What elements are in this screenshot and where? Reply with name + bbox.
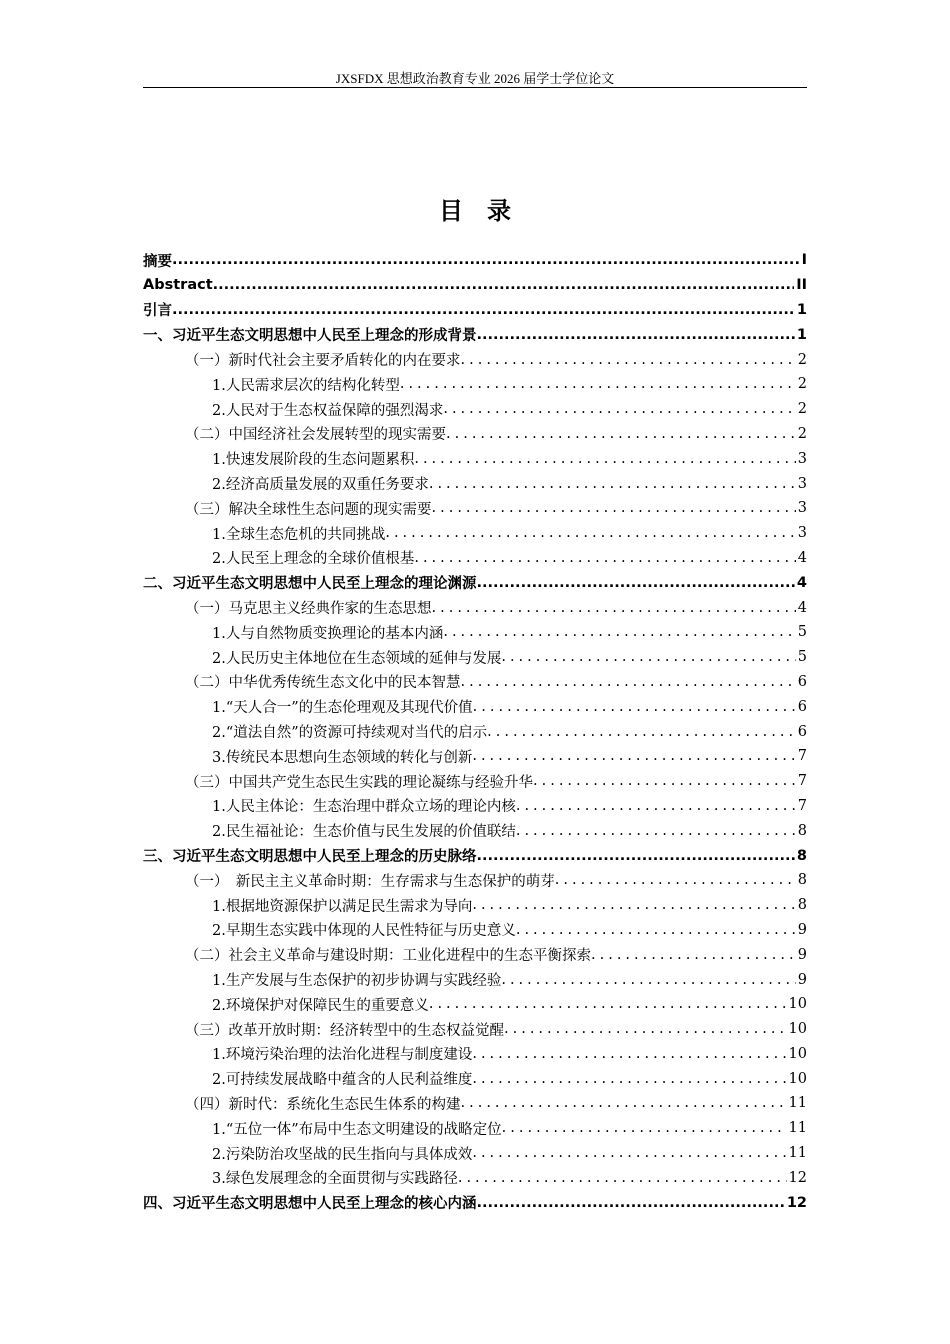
dot-leader bbox=[472, 1145, 786, 1161]
toc-entry[interactable] bbox=[143, 1141, 807, 1166]
dot-leader bbox=[501, 972, 795, 988]
toc-entry-page: 12 bbox=[788, 1169, 807, 1186]
toc-entry[interactable] bbox=[143, 1017, 807, 1042]
dot-leader bbox=[432, 600, 796, 616]
dot-leader bbox=[414, 550, 795, 566]
dot-leader bbox=[432, 500, 796, 516]
toc-entry-page: 6 bbox=[797, 673, 807, 690]
toc-entry-label: （一） 新民主主义革命时期：生存需求与生态保护的萌芽 bbox=[185, 873, 555, 890]
toc-entry-label: 2.人民对于生态权益保障的强烈渴求 bbox=[212, 402, 444, 419]
dot-leader bbox=[516, 922, 796, 938]
toc-entry-label: 2.“道法自然”的资源可持续观对当代的启示 bbox=[212, 725, 488, 742]
toc-entry-page: 10 bbox=[788, 996, 807, 1013]
toc-entry-page: 9 bbox=[797, 921, 807, 938]
dot-leader bbox=[477, 327, 795, 343]
toc-entry[interactable] bbox=[143, 471, 807, 496]
toc-entry-page: 11 bbox=[788, 1120, 807, 1137]
toc-entry[interactable] bbox=[143, 1091, 807, 1116]
toc-entry-page: 8 bbox=[796, 847, 807, 864]
toc-entry-page: 2 bbox=[797, 401, 807, 418]
toc-entry-page: 6 bbox=[797, 698, 807, 715]
toc-entry-page: 12 bbox=[786, 1194, 807, 1211]
toc-entry-label: 1.环境污染治理的法治化进程与制度建设 bbox=[212, 1047, 473, 1064]
toc-entry[interactable] bbox=[143, 347, 807, 372]
toc-entry-page: I bbox=[801, 252, 807, 269]
toc-entry-label: （三）改革开放时期：经济转型中的生态权益觉醒 bbox=[185, 1022, 504, 1039]
dot-leader bbox=[516, 823, 796, 839]
toc-entry-label: 1.“五位一体”布局中生态文明建设的战略定位 bbox=[212, 1121, 502, 1138]
toc-entry[interactable] bbox=[143, 1190, 807, 1215]
toc-entry[interactable] bbox=[143, 868, 807, 893]
toc-entry[interactable] bbox=[143, 1165, 807, 1190]
table-of-contents bbox=[143, 248, 807, 1215]
toc-entry-label: 一、习近平生态文明思想中人民至上理念的形成背景 bbox=[143, 328, 477, 345]
toc-entry-label: （二）中华优秀传统生态文化中的民本智慧 bbox=[185, 675, 461, 692]
header-rule bbox=[143, 87, 807, 88]
toc-entry-label: 1.快速发展阶段的生态问题累积 bbox=[212, 452, 415, 469]
toc-entry-page: 3 bbox=[797, 525, 807, 542]
toc-entry-page: 7 bbox=[797, 797, 807, 814]
dot-leader bbox=[472, 748, 795, 764]
toc-entry-label: 2.民生福祉论：生态价值与民生发展的价值联结 bbox=[212, 824, 516, 841]
toc-entry-label: 2.人民历史主体地位在生态领域的延伸与发展 bbox=[212, 650, 502, 667]
toc-entry-page: 10 bbox=[788, 1045, 807, 1062]
dot-leader bbox=[461, 674, 796, 690]
dot-leader bbox=[477, 575, 795, 591]
dot-leader bbox=[472, 1046, 786, 1062]
toc-entry[interactable] bbox=[143, 372, 807, 397]
dot-leader bbox=[472, 1071, 786, 1087]
dot-leader bbox=[487, 724, 796, 740]
toc-entry[interactable] bbox=[143, 942, 807, 967]
toc-entry[interactable] bbox=[143, 248, 807, 273]
toc-entry-label: （四）新时代：系统化生态民生体系的构建 bbox=[185, 1096, 461, 1113]
toc-entry-page: 2 bbox=[797, 425, 807, 442]
toc-entry-page: 8 bbox=[797, 897, 807, 914]
dot-leader bbox=[429, 476, 796, 492]
toc-entry[interactable] bbox=[143, 893, 807, 918]
toc-entry-label: （二）中国经济社会发展转型的现实需要 bbox=[185, 427, 446, 444]
toc-entry-page: 8 bbox=[797, 872, 807, 889]
toc-entry-label: （三）中国共产党生态民生实践的理论凝练与经验升华 bbox=[185, 774, 533, 791]
dot-leader bbox=[461, 1095, 787, 1111]
toc-entry-page: 4 bbox=[797, 549, 807, 566]
toc-entry[interactable] bbox=[143, 1116, 807, 1141]
dot-leader bbox=[414, 451, 795, 467]
toc-entry-page: 2 bbox=[797, 351, 807, 368]
toc-entry-page: 4 bbox=[797, 599, 807, 616]
running-header: JXSFDX 思想政治教育专业 2026 届学士学位论文 bbox=[335, 71, 615, 86]
dot-leader bbox=[533, 773, 796, 789]
toc-entry[interactable] bbox=[143, 422, 807, 447]
toc-entry-page: 4 bbox=[796, 574, 807, 591]
toc-entry-label: 3.绿色发展理念的全面贯彻与实践路径 bbox=[212, 1171, 458, 1188]
toc-entry-label: Abstract bbox=[143, 277, 213, 294]
toc-entry-page: 2 bbox=[797, 376, 807, 393]
toc-entry-label: 四、习近平生态文明思想中人民至上理念的核心内涵 bbox=[143, 1196, 477, 1213]
dot-leader bbox=[443, 401, 795, 417]
dot-leader bbox=[502, 1120, 787, 1136]
toc-entry-page: 11 bbox=[788, 1095, 807, 1112]
dot-leader bbox=[458, 1170, 787, 1186]
toc-entry[interactable] bbox=[143, 918, 807, 943]
dot-leader bbox=[429, 996, 787, 1012]
toc-entry-label: 1.人与自然物质变换理论的基本内涵 bbox=[212, 625, 444, 642]
toc-entry[interactable] bbox=[143, 818, 807, 843]
toc-entry-label: 2.早期生态实践中体现的人民性特征与历史意义 bbox=[212, 923, 516, 940]
toc-entry-page: 5 bbox=[797, 624, 807, 641]
toc-entry-label: 2.可持续发展战略中蕴含的人民利益维度 bbox=[212, 1072, 473, 1089]
dot-leader bbox=[555, 872, 796, 888]
toc-entry-label: 2.经济高质量发展的双重任务要求 bbox=[212, 477, 429, 494]
toc-entry-page: 7 bbox=[797, 748, 807, 765]
toc-entry-label: 二、习近平生态文明思想中人民至上理念的理论渊源 bbox=[143, 576, 477, 593]
toc-entry-page: 3 bbox=[797, 475, 807, 492]
toc-entry-page: 7 bbox=[797, 773, 807, 790]
toc-entry-label: 引言 bbox=[143, 303, 172, 320]
dot-leader bbox=[443, 624, 795, 640]
toc-entry-page: 1 bbox=[796, 301, 807, 318]
toc-entry[interactable] bbox=[143, 595, 807, 620]
dot-leader bbox=[385, 525, 795, 541]
toc-entry-label: 三、习近平生态文明思想中人民至上理念的历史脉络 bbox=[143, 849, 477, 866]
dot-leader bbox=[516, 798, 796, 814]
toc-entry-label: 1.人民主体论：生态治理中群众立场的理论内核 bbox=[212, 799, 516, 816]
toc-entry-label: 1.根据地资源保护以满足民生需求为导向 bbox=[212, 898, 473, 915]
toc-entry-label: 1.全球生态危机的共同挑战 bbox=[212, 526, 386, 543]
dot-leader bbox=[591, 947, 796, 963]
toc-entry[interactable] bbox=[143, 1042, 807, 1067]
toc-entry-page: 3 bbox=[797, 500, 807, 517]
toc-entry-label: 2.环境保护对保障民生的重要意义 bbox=[212, 997, 429, 1014]
toc-entry[interactable] bbox=[143, 843, 807, 868]
toc-entry[interactable] bbox=[143, 546, 807, 571]
toc-entry-label: 1.生产发展与生态保护的初步协调与实践经验 bbox=[212, 973, 502, 989]
toc-entry[interactable] bbox=[143, 992, 807, 1017]
toc-entry-page: 5 bbox=[797, 649, 807, 666]
toc-entry[interactable] bbox=[143, 670, 807, 695]
toc-entry[interactable] bbox=[143, 570, 807, 595]
toc-entry-page: 1 bbox=[796, 326, 807, 343]
toc-entry[interactable] bbox=[143, 769, 807, 794]
toc-entry-label: 2.污染防治攻坚战的民生指向与具体成效 bbox=[212, 1146, 473, 1163]
dot-leader bbox=[473, 699, 796, 715]
toc-title: 目 录 bbox=[439, 197, 511, 225]
toc-entry-label: 摘要 bbox=[143, 253, 172, 270]
toc-entry-label: 1.“天人合一”的生态伦理观及其现代价值 bbox=[212, 700, 473, 717]
toc-entry-label: （一）马克思主义经典作家的生态思想 bbox=[185, 601, 432, 618]
dot-leader bbox=[461, 352, 796, 368]
toc-entry-page: 9 bbox=[797, 971, 807, 988]
dot-leader bbox=[472, 897, 795, 913]
toc-entry-page: 10 bbox=[788, 1070, 807, 1087]
toc-entry[interactable] bbox=[143, 1066, 807, 1091]
toc-entry-label: （一）新时代社会主要矛盾转化的内在要求 bbox=[185, 353, 461, 370]
toc-entry[interactable] bbox=[143, 620, 807, 645]
toc-entry-page: 6 bbox=[797, 723, 807, 740]
dot-leader bbox=[501, 649, 795, 665]
dot-leader bbox=[400, 376, 796, 392]
toc-entry-label: （二）社会主义革命与建设时期：工业化进程中的生态平衡探索 bbox=[185, 948, 591, 965]
toc-entry[interactable] bbox=[143, 794, 807, 819]
toc-entry-page: 11 bbox=[788, 1145, 807, 1162]
toc-entry[interactable] bbox=[143, 719, 807, 744]
toc-entry[interactable] bbox=[143, 273, 807, 298]
toc-entry[interactable] bbox=[143, 744, 807, 769]
toc-entry[interactable] bbox=[143, 446, 807, 471]
toc-entry-page: II bbox=[796, 277, 807, 294]
toc-entry-page: 9 bbox=[797, 946, 807, 963]
toc-entry-page: 10 bbox=[788, 1021, 807, 1038]
dot-leader bbox=[504, 1021, 787, 1037]
toc-entry-page: 3 bbox=[797, 450, 807, 467]
toc-entry-label: （三）解决全球性生态问题的现实需要 bbox=[185, 501, 432, 518]
dot-leader bbox=[477, 1195, 785, 1211]
toc-entry[interactable] bbox=[143, 645, 807, 670]
dot-leader bbox=[477, 848, 795, 864]
toc-entry[interactable] bbox=[143, 322, 807, 347]
dot-leader bbox=[172, 302, 795, 318]
toc-entry[interactable] bbox=[143, 397, 807, 422]
toc-entry[interactable] bbox=[143, 694, 807, 719]
toc-entry[interactable] bbox=[143, 496, 807, 521]
toc-entry-page: 8 bbox=[797, 822, 807, 839]
toc-entry[interactable] bbox=[143, 521, 807, 546]
toc-entry-label: 3.传统民本思想向生态领域的转化与创新 bbox=[212, 749, 473, 766]
dot-leader bbox=[446, 426, 796, 442]
dot-leader bbox=[172, 252, 800, 268]
toc-entry-label: 2.人民至上理念的全球价值根基 bbox=[212, 551, 415, 568]
dot-leader bbox=[213, 277, 795, 293]
toc-entry-label: 1.人民需求层次的结构化转型 bbox=[212, 377, 400, 394]
toc-entry[interactable] bbox=[143, 298, 807, 323]
toc-entry[interactable] bbox=[143, 967, 807, 992]
